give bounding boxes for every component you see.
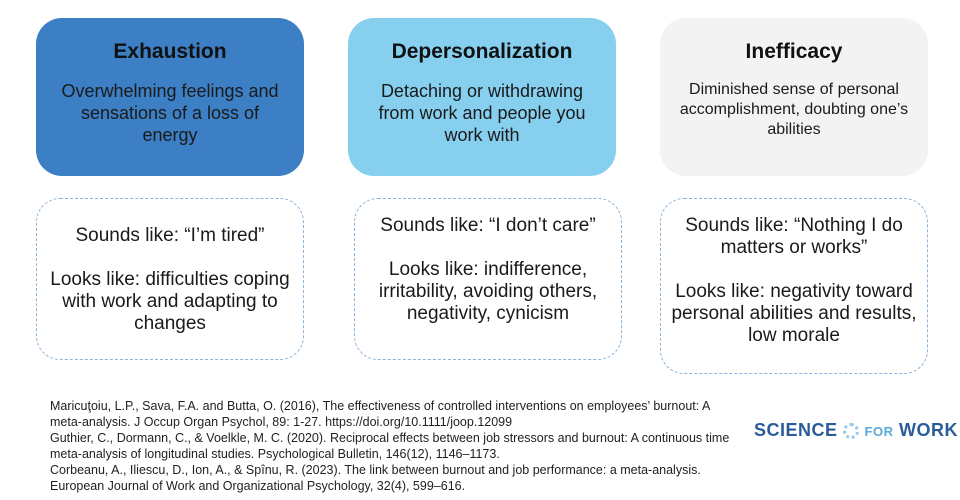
inefficacy-title: Inefficacy — [745, 40, 843, 63]
reference-item: Guthier, C., Dormann, C., & Voelkle, M. C. (2020). Reciprocal effects between job stressors and burnout: A continuous time meta-analysis of longitudinal studies. Psychological Bulletin, 146(12), 1146–1173. — [50, 431, 730, 461]
inefficacy-card — [660, 18, 928, 176]
references — [50, 398, 740, 494]
inefficacy-details-box — [660, 198, 928, 374]
exhaustion-title: Exhaustion — [113, 40, 227, 63]
depersonalization-card — [348, 18, 616, 176]
exhaustion-looks-like: Looks like: difficulties coping with work and adapting to changes — [50, 269, 290, 334]
logo-text-work: WORK — [899, 420, 959, 440]
exhaustion-card — [36, 18, 304, 176]
inefficacy-looks-like: Looks like: negativity toward personal abilities and results, low morale — [671, 281, 917, 346]
depersonalization-title: Depersonalization — [391, 40, 573, 63]
science-for-work-logo — [754, 420, 958, 441]
reference-item: Maricuţoiu, L.P., Sava, F.A. and Butta, O. (2016), The effectiveness of controlled interventions on employees’ burnout: A meta-analysis. J Occup Organ Psychol, 89: 1-27. https://doi.org/10.1111/joop.12099 — [50, 399, 710, 429]
depersonalization-details-box — [354, 198, 622, 360]
exhaustion-description: Overwhelming feelings and sensations of a loss of energy — [61, 81, 279, 145]
exhaustion-sounds-like: Sounds like: “I’m tired” — [75, 225, 265, 246]
gear-icon — [843, 423, 859, 439]
inefficacy-sounds-like: Sounds like: “Nothing I do matters or works” — [685, 215, 903, 258]
reference-item: Corbeanu, A., Iliescu, D., Ion, A., & Spînu, R. (2023). The link between burnout and job performance: a meta-analysis. European Journal of Work and Organizational Psychology, 32(4), 599–616. — [50, 463, 701, 493]
depersonalization-description: Detaching or withdrawing from work and people you work with — [378, 81, 586, 145]
inefficacy-description: Diminished sense of personal accomplishment, doubting one’s abilities — [679, 81, 909, 138]
depersonalization-looks-like: Looks like: indifference, irritability, avoiding others, negativity, cynicism — [378, 259, 598, 324]
depersonalization-sounds-like: Sounds like: “I don’t care” — [380, 215, 596, 236]
logo-text-science: SCIENCE — [754, 420, 838, 440]
exhaustion-details-box — [36, 198, 304, 360]
logo-text-for: FOR — [864, 424, 894, 439]
